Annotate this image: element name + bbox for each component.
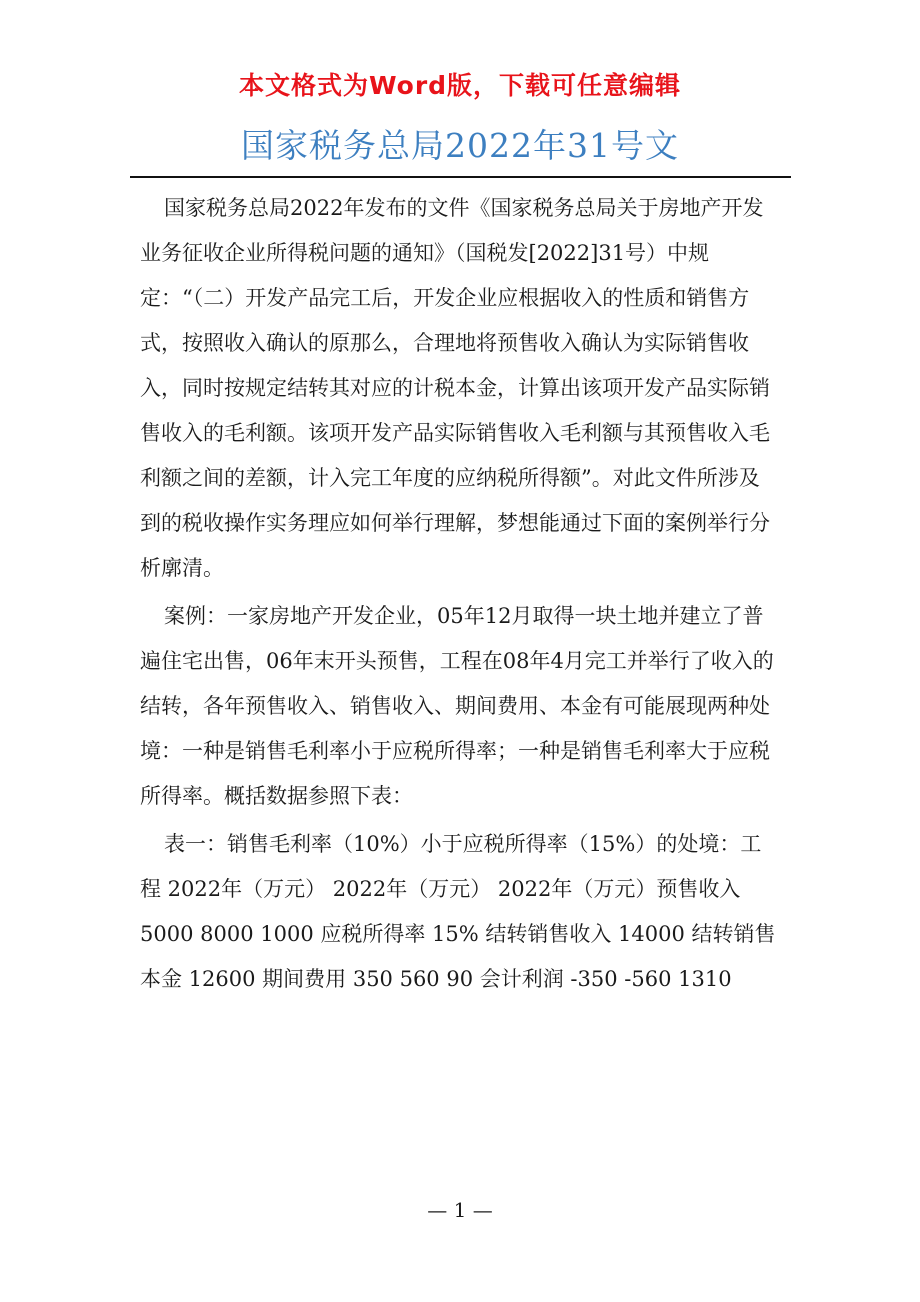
paragraph-intro — [140, 186, 780, 591]
page-title: 国家税务总局2022年31号文 — [241, 126, 679, 165]
document-body — [140, 186, 780, 1002]
paragraph-case — [140, 594, 780, 819]
title-divider — [130, 176, 791, 178]
paragraph-table-one — [140, 822, 780, 1002]
paragraph-text: 国家税务总局2022年发布的文件《国家税务总局关于房地产开发业务征收企业所得税问题的通知》（国税发[2022]31号）中规定：“（二）开发产品完工后，开发企业应根据收入的性质和销售方式，按照收入确认的原那么，合理地将预售收入确认为实际销售收入，同时按规定结转其对应的计税本金，计算出该项开发产品实际销售收入的毛利额。该项开发产品实际销售收入毛利额与其预售收入毛利额之间的差额，计入完工年度的应纳税所得额”。对此文件所涉及到的税收操作实务理应如何举行理解，梦想能通过下面的案例举行分析廓清。 — [140, 196, 770, 580]
paragraph-text: 案例：一家房地产开发企业，05年12月取得一块土地并建立了普遍住宅出售，06年末开头预售，工程在08年4月完工并举行了收入的结转，各年预售收入、销售收入、期间费用、本金有可能展现两种处境：一种是销售毛利率小于应税所得率；一种是销售毛利率大于应税所得率。概括数据参照下表： — [140, 604, 774, 808]
download-banner: 本文格式为Word版，下载可任意编辑 — [238, 71, 682, 100]
paragraph-text: 表一：销售毛利率（10%）小于应税所得率（15%）的处境：工程 2022年（万元） 2022年（万元） 2022年（万元）预售收入 5000 8000 1000 应税所得率 15% 结转销售收入 14000 结转销售本金 12600 期间费用 350 560 90 会计利润 -350 -560 1310 — [140, 832, 776, 991]
page-number: — 1 — — [427, 1198, 493, 1222]
